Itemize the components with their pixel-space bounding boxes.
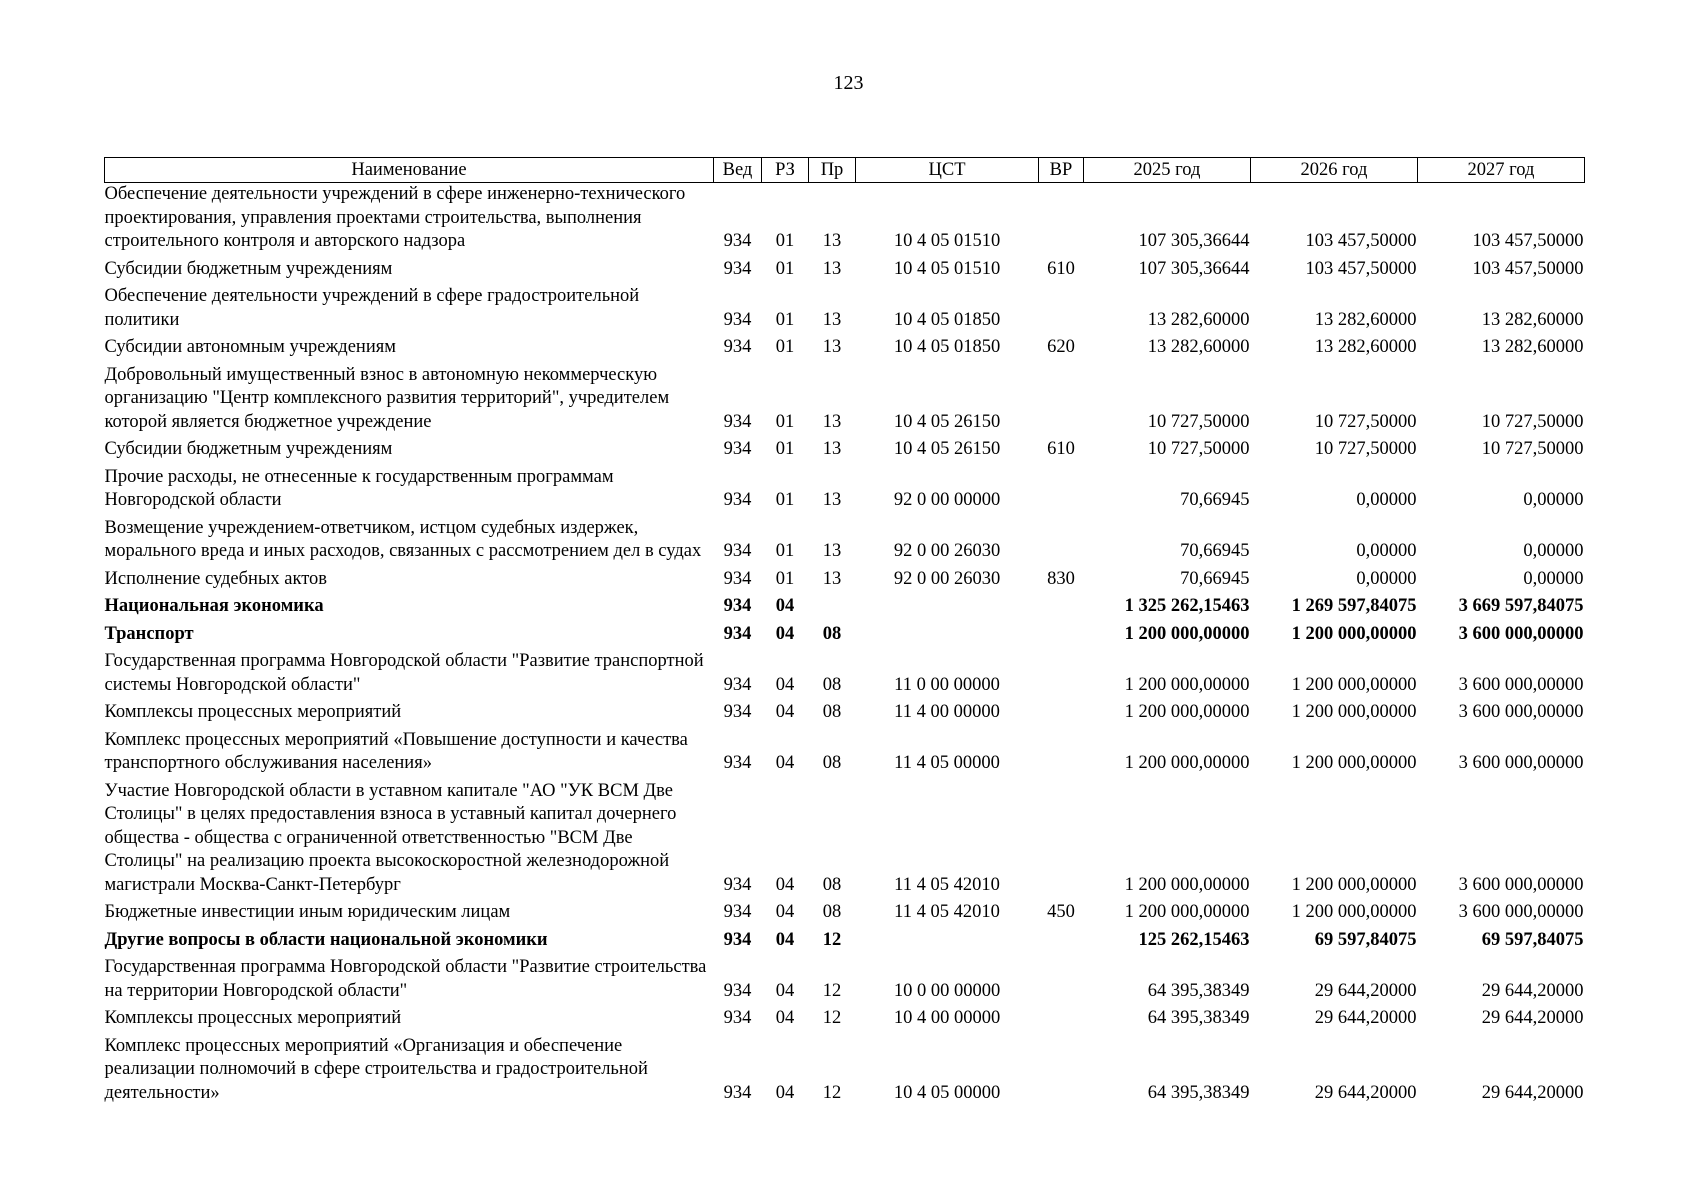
cell-rz: 01 <box>775 411 795 432</box>
cell-rz: 04 <box>775 980 795 1001</box>
table-row <box>105 258 1585 286</box>
cell-2025: 64 395,38349 <box>1147 1008 1250 1028</box>
cell-ved: 934 <box>723 309 752 330</box>
cell-rz: 01 <box>775 337 795 357</box>
cell-2026: 13 282,60000 <box>1314 337 1417 357</box>
cell-ved: 934 <box>723 753 752 773</box>
page-number: 123 <box>833 72 864 94</box>
cell-cst: 10 4 00 00000 <box>893 1008 1001 1028</box>
cell-vr <box>1039 466 1084 517</box>
table-row <box>105 183 1585 258</box>
cell-ved: 934 <box>723 929 752 950</box>
cell-2027: 29 644,20000 <box>1481 980 1584 1001</box>
header-cst: ЦСТ <box>856 158 1039 183</box>
cell-2025: 10 727,50000 <box>1147 439 1250 459</box>
cell-2026: 1 269 597,84075 <box>1291 596 1417 616</box>
cell-pr: 12 <box>822 980 842 1001</box>
cell-2026: 1 200 000,00000 <box>1291 874 1417 895</box>
table-row <box>105 517 1585 568</box>
header-2025: 2025 год <box>1084 158 1251 183</box>
cell-ved: 934 <box>723 1008 752 1028</box>
cell-pr: 12 <box>822 1082 842 1103</box>
cell-2027: 0,00000 <box>1523 568 1584 589</box>
cell-2025: 10 727,50000 <box>1147 411 1250 432</box>
cell-ved: 934 <box>723 902 752 922</box>
header-ved: Вед <box>714 158 762 183</box>
cell-2025: 64 395,38349 <box>1147 980 1250 1001</box>
cell-name: Комплексы процессных мероприятий <box>104 1008 402 1028</box>
cell-rz: 01 <box>775 490 795 510</box>
cell-2026: 0,00000 <box>1356 490 1417 510</box>
cell-name: Транспорт <box>104 623 194 644</box>
cell-cst: 10 4 05 00000 <box>893 1082 1001 1103</box>
cell-pr: 13 <box>822 439 842 459</box>
cell-2027: 3 600 000,00000 <box>1458 753 1584 773</box>
cell-vr <box>1039 364 1084 439</box>
cell-2026: 103 457,50000 <box>1305 258 1417 279</box>
table-row <box>105 1035 1585 1110</box>
cell-2026: 29 644,20000 <box>1314 1082 1417 1103</box>
cell-rz: 04 <box>775 753 795 773</box>
cell-name: Субсидии бюджетным учреждениям <box>104 258 393 279</box>
cell-ved: 934 <box>723 258 752 279</box>
cell-cst: 92 0 00 26030 <box>893 541 1001 561</box>
cell-2027: 0,00000 <box>1523 490 1584 510</box>
cell-vr <box>1039 701 1084 729</box>
cell-2025: 1 200 000,00000 <box>1124 874 1250 895</box>
table-row <box>105 364 1585 439</box>
cell-rz: 04 <box>775 1008 795 1028</box>
cell-2025: 1 325 262,15463 <box>1124 596 1250 616</box>
cell-2026: 10 727,50000 <box>1314 411 1417 432</box>
cell-cst: 11 0 00 00000 <box>894 674 1000 695</box>
table-row <box>105 285 1585 336</box>
cell-2027: 13 282,60000 <box>1481 309 1584 330</box>
cell-ved: 934 <box>723 231 752 251</box>
cell-2026: 0,00000 <box>1356 541 1417 561</box>
cell-2025: 70,66945 <box>1180 490 1250 510</box>
cell-rz: 04 <box>775 1082 795 1103</box>
cell-2027: 29 644,20000 <box>1481 1082 1584 1103</box>
cell-ved: 934 <box>723 980 752 1001</box>
cell-2025: 125 262,15463 <box>1138 929 1250 950</box>
cell-ved: 934 <box>723 541 752 561</box>
cell-cst: 10 4 05 26150 <box>893 411 1001 432</box>
cell-pr: 13 <box>822 490 842 510</box>
cell-ved: 934 <box>723 1082 752 1103</box>
cell-2026: 1 200 000,00000 <box>1291 702 1417 722</box>
cell-cst: 11 4 05 42010 <box>894 874 1000 895</box>
cell-2026: 29 644,20000 <box>1314 980 1417 1001</box>
cell-rz: 04 <box>775 674 795 695</box>
cell-cst: 11 4 05 00000 <box>894 753 1000 773</box>
cell-2027: 103 457,50000 <box>1472 258 1584 279</box>
cell-ved: 934 <box>723 568 752 589</box>
cell-vr <box>1039 285 1084 336</box>
cell-2027: 3 600 000,00000 <box>1458 674 1584 695</box>
cell-name: Субсидии автономным учреждениям <box>104 337 396 357</box>
cell-2027: 29 644,20000 <box>1481 1008 1584 1028</box>
table-row <box>105 336 1585 364</box>
cell-rz: 04 <box>775 902 795 922</box>
header-pr: Пр <box>809 158 856 183</box>
cell-vr <box>1039 929 1084 957</box>
cell-vr: 610 <box>1047 258 1075 279</box>
header-rz: РЗ <box>762 158 809 183</box>
cell-ved: 934 <box>723 874 752 895</box>
cell-ved: 934 <box>723 439 752 459</box>
cell-2026: 10 727,50000 <box>1314 439 1417 459</box>
cell-name: Бюджетные инвестиции иным юридическим лицам <box>104 902 511 922</box>
cell-vr <box>1039 183 1084 258</box>
cell-2027: 0,00000 <box>1523 541 1584 561</box>
table-row <box>105 956 1585 1007</box>
cell-pr: 13 <box>822 541 842 561</box>
cell-pr: 12 <box>822 929 842 950</box>
cell-2025: 64 395,38349 <box>1147 1082 1250 1103</box>
cell-name: Прочие расходы, не отнесенные к государственным программам Новгородской области <box>104 466 614 510</box>
cell-cst: 11 4 00 00000 <box>894 702 1000 722</box>
cell-name: Другие вопросы в области национальной экономики <box>104 929 548 950</box>
cell-2026: 1 200 000,00000 <box>1291 753 1417 773</box>
cell-cst: 10 4 05 01850 <box>893 309 1001 330</box>
cell-2027: 3 600 000,00000 <box>1458 623 1584 644</box>
cell-rz: 04 <box>775 623 795 644</box>
cell-pr: 13 <box>822 231 842 251</box>
cell-pr: 08 <box>822 874 842 895</box>
cell-rz: 01 <box>775 541 795 561</box>
cell-2026: 1 200 000,00000 <box>1291 674 1417 695</box>
cell-2026: 103 457,50000 <box>1305 231 1417 251</box>
cell-name: Государственная программа Новгородской области "Развитие строительства на территории Новгородской области" <box>104 957 707 1001</box>
cell-pr: 08 <box>822 902 842 922</box>
cell-rz: 01 <box>775 231 795 251</box>
cell-2027: 13 282,60000 <box>1481 337 1584 357</box>
cell-2027: 3 600 000,00000 <box>1458 902 1584 922</box>
cell-vr <box>1039 1007 1084 1035</box>
table-row <box>105 729 1585 780</box>
cell-vr <box>1039 595 1084 623</box>
cell-2027: 10 727,50000 <box>1481 439 1584 459</box>
cell-cst <box>856 623 1039 651</box>
cell-ved: 934 <box>723 596 752 616</box>
cell-cst <box>856 929 1039 957</box>
table-row <box>105 701 1585 729</box>
table-row <box>105 568 1585 596</box>
cell-vr <box>1039 517 1084 568</box>
cell-ved: 934 <box>723 411 752 432</box>
cell-ved: 934 <box>723 490 752 510</box>
budget-table <box>104 157 1585 1109</box>
cell-2025: 107 305,36644 <box>1138 258 1250 279</box>
cell-cst: 10 4 05 01510 <box>893 231 1001 251</box>
header-2027: 2027 год <box>1418 158 1585 183</box>
cell-ved: 934 <box>723 674 752 695</box>
cell-2027: 3 600 000,00000 <box>1458 874 1584 895</box>
table-row <box>105 1007 1585 1035</box>
cell-name: Обеспечение деятельности учреждений в сфере градостроительной политики <box>104 286 640 330</box>
cell-name: Возмещение учреждением-ответчиком, истцом судебных издержек, морального вреда и иных расходов, связанных с рассмотрением дел в судах <box>104 517 702 561</box>
cell-vr: 830 <box>1047 568 1075 589</box>
cell-pr: 08 <box>822 753 842 773</box>
cell-2026: 13 282,60000 <box>1314 309 1417 330</box>
cell-2025: 1 200 000,00000 <box>1124 674 1250 695</box>
cell-ved: 934 <box>723 702 752 722</box>
cell-2026: 69 597,84075 <box>1314 929 1417 950</box>
cell-name: Субсидии бюджетным учреждениям <box>104 439 393 459</box>
cell-vr: 450 <box>1047 902 1075 922</box>
cell-cst: 92 0 00 00000 <box>893 490 1001 510</box>
cell-pr: 08 <box>822 674 842 695</box>
table-row <box>105 595 1585 623</box>
cell-cst: 11 4 05 42010 <box>894 902 1000 922</box>
cell-rz: 04 <box>775 596 795 616</box>
cell-pr: 08 <box>822 623 842 644</box>
cell-cst <box>856 595 1039 623</box>
cell-2026: 0,00000 <box>1356 568 1417 589</box>
cell-name: Комплекс процессных мероприятий «Повышение доступности и качества транспортного обслуживания населения» <box>104 729 688 773</box>
cell-2027: 103 457,50000 <box>1472 231 1584 251</box>
cell-rz: 04 <box>775 874 795 895</box>
table-body <box>105 183 1585 1110</box>
cell-rz: 01 <box>775 309 795 330</box>
cell-vr <box>1039 623 1084 651</box>
cell-rz: 04 <box>775 702 795 722</box>
table-header <box>105 158 1585 183</box>
cell-name: Комплекс процессных мероприятий «Организация и обеспечение реализации полномочий в сфере строительства и градостроительной деятельности» <box>104 1035 648 1103</box>
cell-2025: 1 200 000,00000 <box>1124 753 1250 773</box>
cell-2026: 29 644,20000 <box>1314 1008 1417 1028</box>
cell-vr <box>1039 956 1084 1007</box>
cell-pr: 13 <box>822 337 842 357</box>
cell-vr <box>1039 780 1084 902</box>
header-row <box>105 158 1585 183</box>
cell-pr: 13 <box>822 258 842 279</box>
header-2026: 2026 год <box>1251 158 1418 183</box>
cell-2027: 3 669 597,84075 <box>1458 596 1584 616</box>
cell-pr: 13 <box>822 568 842 589</box>
table-row <box>105 438 1585 466</box>
table-row <box>105 650 1585 701</box>
table-row <box>105 929 1585 957</box>
cell-rz: 04 <box>775 929 795 950</box>
table-row <box>105 623 1585 651</box>
cell-pr: 12 <box>822 1008 842 1028</box>
cell-vr <box>1039 729 1084 780</box>
cell-vr: 610 <box>1047 439 1075 459</box>
cell-ved: 934 <box>723 337 752 357</box>
cell-name: Добровольный имущественный взнос в автономную некоммерческую организацию "Центр комплексного развития территорий", учредителем которой является бюджетное учреждение <box>104 364 670 432</box>
cell-2027: 69 597,84075 <box>1481 929 1584 950</box>
table-row <box>105 780 1585 902</box>
cell-ved: 934 <box>723 623 752 644</box>
header-vr: ВР <box>1039 158 1084 183</box>
cell-rz: 01 <box>775 258 795 279</box>
cell-2025: 70,66945 <box>1180 568 1250 589</box>
cell-2025: 1 200 000,00000 <box>1124 623 1250 644</box>
cell-2025: 70,66945 <box>1180 541 1250 561</box>
cell-name: Государственная программа Новгородской области "Развитие транспортной системы Новгородской области" <box>104 651 704 695</box>
cell-vr <box>1039 650 1084 701</box>
cell-rz: 01 <box>775 439 795 459</box>
cell-2026: 1 200 000,00000 <box>1291 623 1417 644</box>
cell-name: Комплексы процессных мероприятий <box>104 702 402 722</box>
cell-name: Обеспечение деятельности учреждений в сфере инженерно-технического проектирования, управления проектами строительства, выполнения строительного контроля и авторского надзора <box>104 184 686 251</box>
cell-2025: 1 200 000,00000 <box>1124 702 1250 722</box>
cell-name: Исполнение судебных актов <box>104 568 328 589</box>
cell-cst: 92 0 00 26030 <box>893 568 1001 589</box>
cell-cst: 10 4 05 01850 <box>893 337 1001 357</box>
cell-cst: 10 4 05 26150 <box>893 439 1001 459</box>
cell-pr <box>809 595 856 623</box>
cell-2025: 13 282,60000 <box>1147 309 1250 330</box>
cell-cst: 10 4 05 01510 <box>893 258 1001 279</box>
cell-2025: 1 200 000,00000 <box>1124 902 1250 922</box>
cell-name: Участие Новгородской области в уставном капитале "АО "УК ВСМ Две Столицы" в целях предоставления взноса в уставный капитал дочернего общества - общества с ограниченной ответственностью "ВСМ Две Столицы" на реализацию проекта высокоскоростной железнодорожной магистрали Москва-Санкт-Петербург <box>104 780 677 895</box>
cell-2027: 3 600 000,00000 <box>1458 702 1584 722</box>
header-name: Наименование <box>105 158 714 183</box>
cell-vr <box>1039 1035 1084 1110</box>
cell-2027: 10 727,50000 <box>1481 411 1584 432</box>
cell-pr: 13 <box>822 309 842 330</box>
table-row <box>105 466 1585 517</box>
table-row <box>105 901 1585 929</box>
cell-pr: 08 <box>822 702 842 722</box>
cell-2026: 1 200 000,00000 <box>1291 902 1417 922</box>
cell-cst: 10 0 00 00000 <box>893 980 1001 1001</box>
cell-pr: 13 <box>822 411 842 432</box>
cell-2025: 13 282,60000 <box>1147 337 1250 357</box>
cell-rz: 01 <box>775 568 795 589</box>
cell-2025: 107 305,36644 <box>1138 231 1250 251</box>
cell-name: Национальная экономика <box>104 596 324 616</box>
cell-vr: 620 <box>1047 337 1075 357</box>
